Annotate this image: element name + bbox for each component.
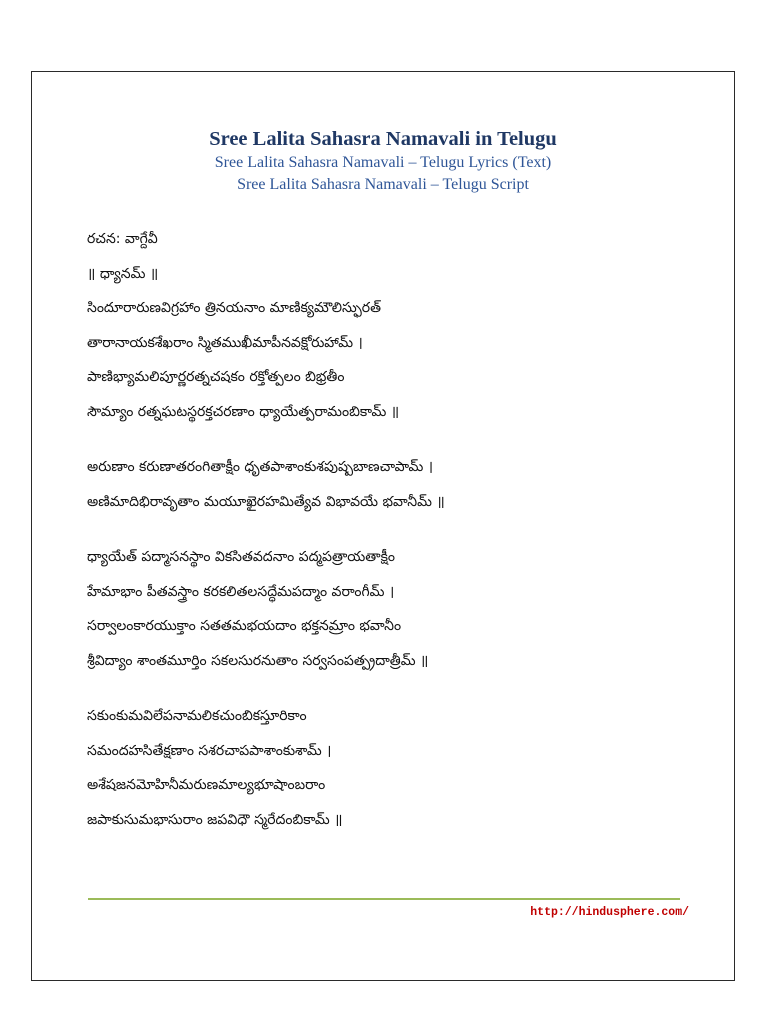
- page-subtitle-script: Sree Lalita Sahasra Namavali – Telugu Script: [237, 176, 529, 193]
- verse-line: సౌమ్యాం రత్నఘటస్థరక్తచరణాం ధ్యాయేత్పరామంబికామ్ ॥: [87, 403, 400, 420]
- footer-divider: [88, 898, 680, 900]
- verse-line: జపాకుసుమభాసురాం జపవిధౌ స్మరేదంబికామ్ ॥: [87, 811, 343, 828]
- verse-line: తారానాయకశేఖరాం స్మితముఖీమాపీనవక్షోరుహామ్ ।: [87, 334, 363, 351]
- verse-line: ధ్యాయేత్ పద్మాసనస్థాం వికసితవదనాం పద్మపత్రాయతాక్షీం: [87, 549, 395, 565]
- document-page: [31, 71, 735, 981]
- lyrics-body: [87, 222, 697, 858]
- verse-line: అశేషజనమోహినీమరుణమాల్యభూషాంబరాం: [87, 777, 326, 793]
- website-link[interactable]: http://hindusphere.com/: [530, 906, 689, 919]
- page-subtitle: Sree Lalita Sahasra Namavali – Telugu Lyrics (Text): [214, 154, 552, 171]
- document-header: [32, 126, 734, 196]
- verse-line: పాణిభ్యామలిపూర్ణరత్నచషకం రక్తోత్పలం బిభ్రతీం: [87, 369, 345, 385]
- dhyanam-heading: ॥ ధ్యానమ్ ॥: [87, 265, 159, 282]
- verse-line: సర్వాలంకారయుక్తాం సతతమభయదాం భక్తనమ్రాం భవానీం: [87, 618, 402, 634]
- stanza-1: [87, 291, 697, 429]
- stanza-4: [87, 699, 697, 837]
- author-line: రచన: వాగ్దేవీ: [87, 231, 158, 247]
- verse-line: అణిమాదిభిరావృతాం మయూఖైరహమిత్యేవ విభావయే భవానీమ్ ॥: [87, 493, 445, 510]
- verse-line: సమందహసితేక్షణాం సశరచాపపాశాంకుశామ్ ।: [87, 742, 332, 759]
- verse-line: సకుంకుమవిలేపనామలికచుంబికస్తూరికాం: [87, 708, 307, 724]
- stanza-2: [87, 450, 697, 519]
- verse-line: శ్రీవిద్యాం శాంతమూర్తిం సకలసురనుతాం సర్వసంపత్ప్రదాత్రీమ్ ॥: [87, 652, 429, 669]
- page-title: Sree Lalita Sahasra Namavali in Telugu: [209, 128, 557, 150]
- verse-line: సిందూరారుణవిగ్రహాం త్రినయనాం మాణిక్యమౌలిస్ఫురత్: [87, 300, 381, 316]
- verse-line: అరుణాం కరుణాతరంగితాక్షీం ధృతపాశాంకుశపుష్పబాణచాపామ్ ।: [87, 459, 434, 475]
- stanza-3: [87, 540, 697, 678]
- verse-line: హేమాభాం పీతవస్త్రాం కరకలితలసద్ధేమపద్మాం వరాంగీమ్ ।: [87, 583, 395, 600]
